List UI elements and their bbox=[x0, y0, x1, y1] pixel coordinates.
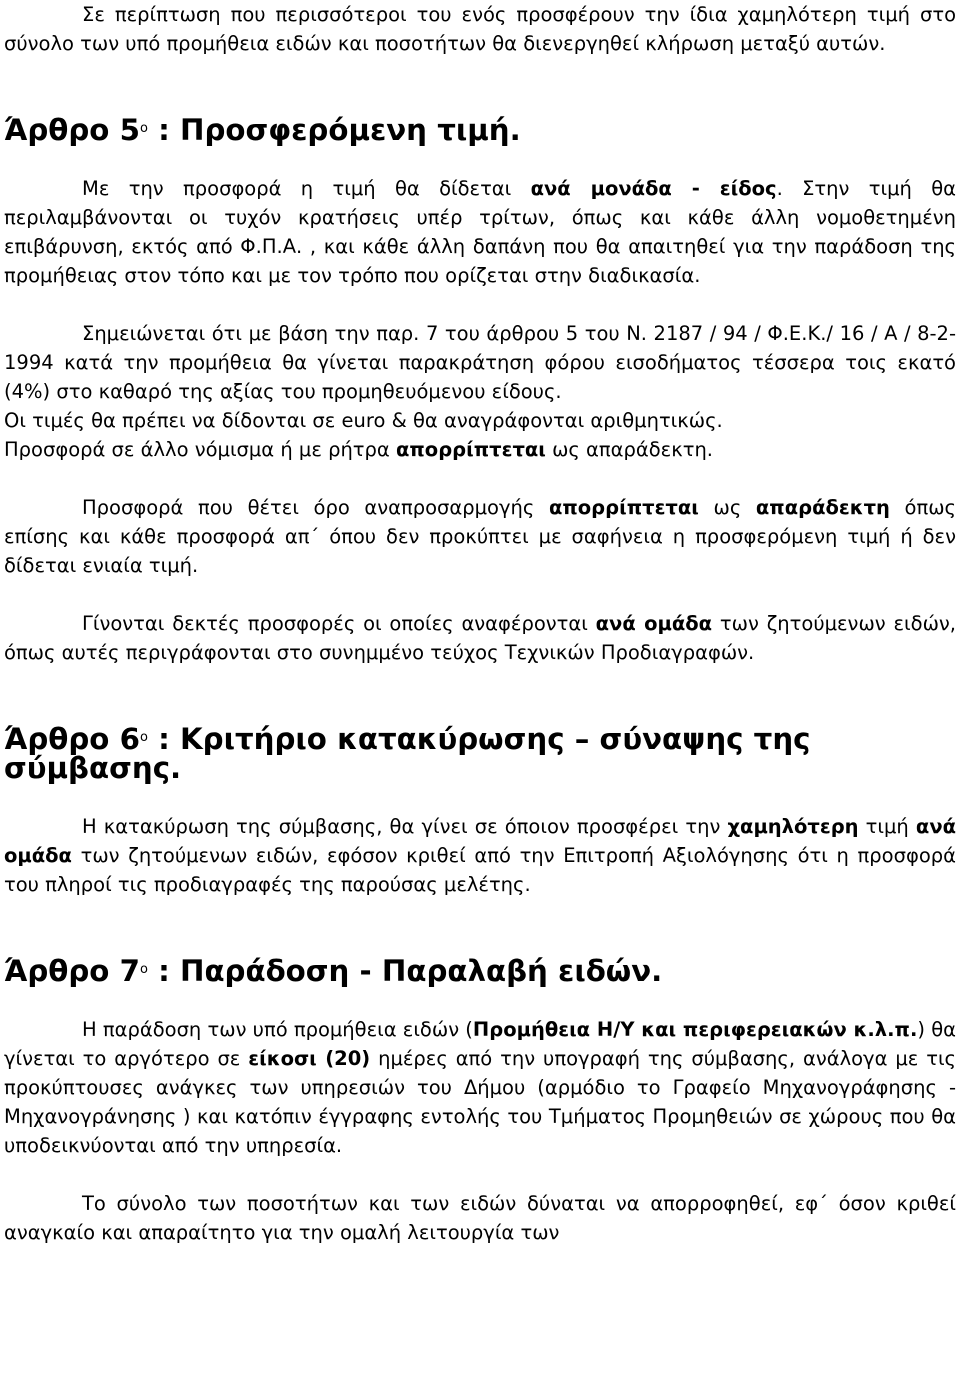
article-7-heading-pre: Άρθρο 7 bbox=[4, 954, 140, 988]
text-run: ως bbox=[698, 496, 756, 519]
article-6-heading-sup: ο bbox=[139, 730, 148, 745]
text-run: Η παράδοση των υπό προμήθεια ειδών ( bbox=[82, 1018, 473, 1041]
article-5-heading-post: : Προσφερόμενη τιμή. bbox=[147, 113, 521, 147]
text-run: όπως επίσης και κάθε προσφορά απ΄ όπου δεν προκύπτει με σαφήνεια η προσφερόμενη τιμή ή δεν δίδεται ενιαία τιμή. bbox=[4, 496, 956, 577]
article-7-paragraph-1 bbox=[4, 1015, 956, 1160]
text-run: Προσφορά που θέτει όρο αναπροσαρμογής bbox=[82, 496, 549, 519]
article-5-paragraph-1 bbox=[4, 174, 956, 290]
emphasis-text: απορρίπτεται bbox=[395, 438, 546, 461]
emphasis-text: είκοσι (20) bbox=[248, 1047, 371, 1070]
text-run: των ζητούμενων ειδών, όπως αυτές περιγράφονται στο συνημμένο τεύχος Τεχνικών Προδιαγραφών. bbox=[4, 612, 956, 664]
document-page bbox=[4, 0, 956, 1247]
article-6-paragraph-1 bbox=[4, 812, 956, 899]
article-5-paragraph-5 bbox=[4, 493, 956, 580]
article-5-paragraph-3: Οι τιμές θα πρέπει να δίδονται σε euro & θα αναγράφονται αριθμητικώς. bbox=[4, 409, 723, 432]
text-run: Με την προσφορά η τιμή θα δίδεται bbox=[82, 177, 531, 200]
article-7-heading-post: : Παράδοση - Παραλαβή ειδών. bbox=[147, 954, 663, 988]
text-run: τιμή bbox=[858, 815, 916, 838]
emphasis-text: ανά ομάδα bbox=[4, 815, 956, 867]
emphasis-text: απαράδεκτη bbox=[755, 496, 890, 519]
emphasis-text: απορρίπτεται bbox=[548, 496, 699, 519]
article-6-heading bbox=[4, 722, 956, 785]
text-run: . Στην τιμή θα περιλαμβάνονται οι τυχόν κρατήσεις υπέρ τρίτων, όπως και κάθε άλλη νομοθετημένη επιβάρυνση, εκτός από Φ.Π.Α. , και κάθε άλλη δαπάνη που θα απαιτηθεί για την παράδοση της προμήθειας στον τόπο και με τον τρόπο που ορίζεται στην διαδικασία. bbox=[4, 177, 956, 287]
text-run: ) θα γίνεται το αργότερο σε bbox=[4, 1018, 956, 1070]
article-5-heading-sup: ο bbox=[139, 121, 148, 136]
article-6-heading-post: : Κριτήριο κατακύρωσης – σύναψης της σύμβασης. bbox=[4, 722, 811, 785]
text-run: των ζητούμενων ειδών, εφόσον κριθεί από την Επιτροπή Αξιολόγησης ότι η προσφορά του πληροί τις προδιαγραφές της παρούσας μελέτης. bbox=[4, 844, 956, 896]
article-7-paragraph-2: Το σύνολο των ποσοτήτων και των ειδών δύναται να απορροφηθεί, εφ΄ όσον κριθεί αναγκαίο και απαραίτητο για την ομαλή λειτουργία των bbox=[4, 1192, 956, 1244]
article-7-heading-sup: ο bbox=[139, 962, 148, 977]
article-5-paragraph-4 bbox=[4, 435, 956, 464]
text-run: Γίνονται δεκτές προσφορές οι οποίες αναφέρονται bbox=[82, 612, 596, 635]
emphasis-text: Προμήθεια Η/Υ και περιφερειακών κ.λ.π. bbox=[472, 1018, 918, 1041]
emphasis-text: ανά ομάδα bbox=[595, 612, 713, 635]
text-run: ημέρες από την υπογραφή της σύμβασης, ανάλογα με τις προκύπτουσες ανάγκες των υπηρεσιών του Δήμου (αρμόδιο το Γραφείο Μηχανογράφησης - Μηχανογράνησης ) και κατόπιν έγγραφης εντολής του Τμήματος Προμηθειών σε χώρους που θα υποδεικνύονται από την υπηρεσία. bbox=[4, 1047, 956, 1157]
intro-paragraph: Σε περίπτωση που περισσότεροι του ενός προσφέρουν την ίδια χαμηλότερη τιμή στο σύνολο των υπό προμήθεια ειδών και ποσοτήτων θα διενεργηθεί κλήρωση μεταξύ αυτών. bbox=[4, 3, 956, 55]
article-5-heading bbox=[4, 113, 956, 147]
article-5-paragraph-6 bbox=[4, 609, 956, 667]
article-5-heading-pre: Άρθρο 5 bbox=[4, 113, 140, 147]
text-run: Προσφορά σε άλλο νόμισμα ή με ρήτρα bbox=[4, 438, 396, 461]
text-run: ως απαράδεκτη. bbox=[545, 438, 714, 461]
emphasis-text: ανά μονάδα - είδος bbox=[530, 177, 777, 200]
article-6-heading-pre: Άρθρο 6 bbox=[4, 722, 140, 756]
article-5-paragraph-2: Σημειώνεται ότι με βάση την παρ. 7 του άρθρου 5 του Ν. 2187 / 94 / Φ.Ε.Κ./ 16 / Α / 8-2-1994 κατά την προμήθεια θα γίνεται παρακράτηση φόρου εισοδήματος τέσσερα τοις εκατό (4%) στο καθαρό της αξίας του προμηθευόμενου είδους. bbox=[4, 322, 956, 403]
text-run: Η κατακύρωση της σύμβασης, θα γίνει σε όποιον προσφέρει την bbox=[82, 815, 728, 838]
article-7-heading bbox=[4, 954, 956, 988]
emphasis-text: χαμηλότερη bbox=[727, 815, 859, 838]
